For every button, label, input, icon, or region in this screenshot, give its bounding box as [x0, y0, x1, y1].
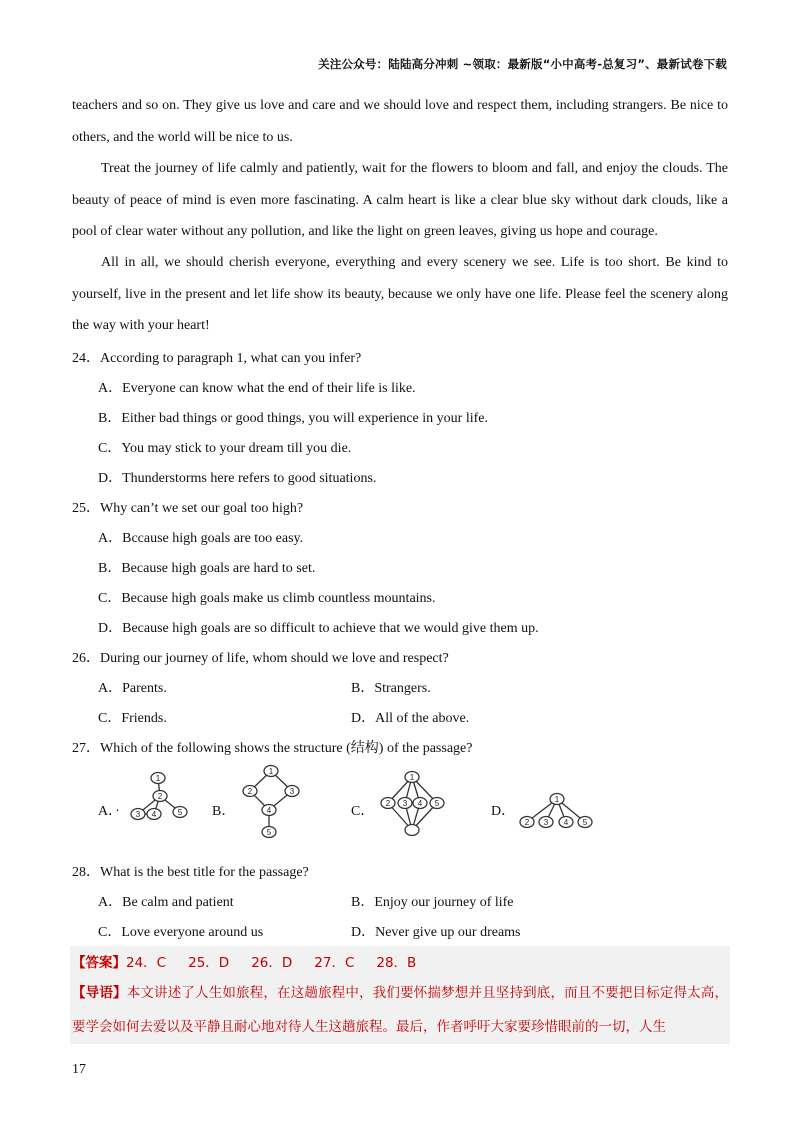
- q27-option-b: B．: [212, 804, 236, 819]
- paragraph-1: teachers and so on. They give us love and care and we should love and respect them, including strangers. Be nice to others, and the world will be nice to us.: [72, 98, 728, 145]
- node-label-3: 3: [135, 810, 141, 819]
- q27-option-a: A．·: [98, 804, 120, 819]
- node-label-1: 1: [554, 795, 560, 804]
- answer-item: 28．B: [376, 955, 417, 971]
- node-label-5: 5: [582, 818, 588, 827]
- node-label-5: 5: [266, 828, 272, 837]
- q25-option-b: B．Because high goals are hard to set.: [98, 561, 316, 576]
- answer-line: [72, 951, 416, 971]
- q26-option-b: B．Strangers.: [351, 681, 431, 696]
- node-label-2: 2: [385, 799, 391, 808]
- q24-option-c: C．You may stick to your dream till you die.: [98, 441, 352, 456]
- q28-option-a: A．Be calm and patient: [98, 895, 234, 910]
- node-label-1: 1: [268, 767, 274, 776]
- node-label-5: 5: [434, 799, 440, 808]
- guide-paragraph: [72, 976, 728, 1044]
- paragraph-3: All in all, we should cherish everyone, everything and every scenery we see. Life is too short. Be kind to yourself, live in the present and let life show its beauty, because we only have one life. Please feel the scenery along the way with your heart!: [72, 255, 728, 333]
- answer-item: 26．D: [251, 955, 293, 971]
- answer-item: 24．C: [126, 955, 167, 971]
- question-24-stem: 24．According to paragraph 1, what can you infer?: [72, 351, 362, 366]
- q28-option-d: D．Never give up our dreams: [351, 925, 521, 940]
- q25-option-d: D．Because high goals are so difficult to achieve that we would give them up.: [98, 621, 539, 636]
- question-26-stem: 26．During our journey of life, whom should we love and respect?: [72, 651, 449, 666]
- q26-option-a: A．Parents.: [98, 681, 167, 696]
- node-label-4: 4: [417, 799, 423, 808]
- node-6: [405, 825, 419, 836]
- q28-option-b: B．Enjoy our journey of life: [351, 895, 514, 910]
- guide-tag: 【导语】: [72, 985, 127, 1001]
- guide-text: 本文讲述了人生如旅程，在这趟旅程中，我们要怀揣梦想并且坚持到底，而且不要把目标定得太高，要学会如何去爱以及平静且耐心地对待人生这趟旅程。最后，作者呼吁大家要珍惜眼前的一切，人生: [72, 985, 729, 1035]
- node-label-1: 1: [409, 773, 415, 782]
- node-label-5: 5: [177, 808, 183, 817]
- q24-option-b: B．Either bad things or good things, you will experience in your life.: [98, 411, 488, 426]
- page-header: 关注公众号：陆陆高分冲刺 ~领取：最新版“小中高考-总复习”、最新试卷下载: [318, 57, 727, 71]
- answer-item: 25．D: [188, 955, 230, 971]
- node-label-3: 3: [402, 799, 408, 808]
- node-label-1: 1: [155, 774, 161, 783]
- node-label-3: 3: [289, 787, 295, 796]
- node-label-2: 2: [247, 787, 253, 796]
- q27-option-d: D．: [491, 804, 516, 819]
- node-label-2: 2: [524, 818, 530, 827]
- answer-item: 27．C: [314, 955, 355, 971]
- node-label-4: 4: [151, 810, 157, 819]
- q25-option-a: A．Bccause high goals are too easy.: [98, 531, 304, 546]
- question-25-stem: 25．Why can’t we set our goal too high?: [72, 501, 304, 516]
- question-27-stem: 27．Which of the following shows the structure (结构) of the passage?: [72, 741, 473, 756]
- question-28-stem: 28．What is the best title for the passage?: [72, 865, 309, 880]
- q24-option-a: A．Everyone can know what the end of their life is like.: [98, 381, 416, 396]
- structure-diagram-d: [516, 790, 598, 834]
- paragraph-2: Treat the journey of life calmly and patiently, wait for the flowers to bloom and fall, and enjoy the clouds. The beauty of peace of mind is even more fascinating. A calm heart is like a clear blue sky without dark clouds, like a pool of clear water without any pollution, and like the light on green leaves, giving us hope and courage.: [72, 161, 728, 239]
- structure-diagram-b: [238, 764, 308, 840]
- node-label-4: 4: [563, 818, 569, 827]
- node-label-4: 4: [266, 806, 272, 815]
- node-label-3: 3: [543, 818, 549, 827]
- q26-option-c: C．Friends.: [98, 711, 167, 726]
- q28-option-c: C．Love everyone around us: [98, 925, 264, 940]
- answer-tag: 【答案】: [72, 955, 126, 971]
- q25-option-c: C．Because high goals make us climb countless mountains.: [98, 591, 436, 606]
- q27-option-c: C．: [351, 804, 375, 819]
- q24-option-d: D．Thunderstorms here refers to good situations.: [98, 471, 377, 486]
- node-label-2: 2: [157, 792, 163, 801]
- structure-diagram-a: [128, 770, 193, 830]
- structure-diagram-c: [376, 768, 450, 838]
- q26-option-d: D．All of the above.: [351, 711, 470, 726]
- page-number: 17: [72, 1062, 86, 1077]
